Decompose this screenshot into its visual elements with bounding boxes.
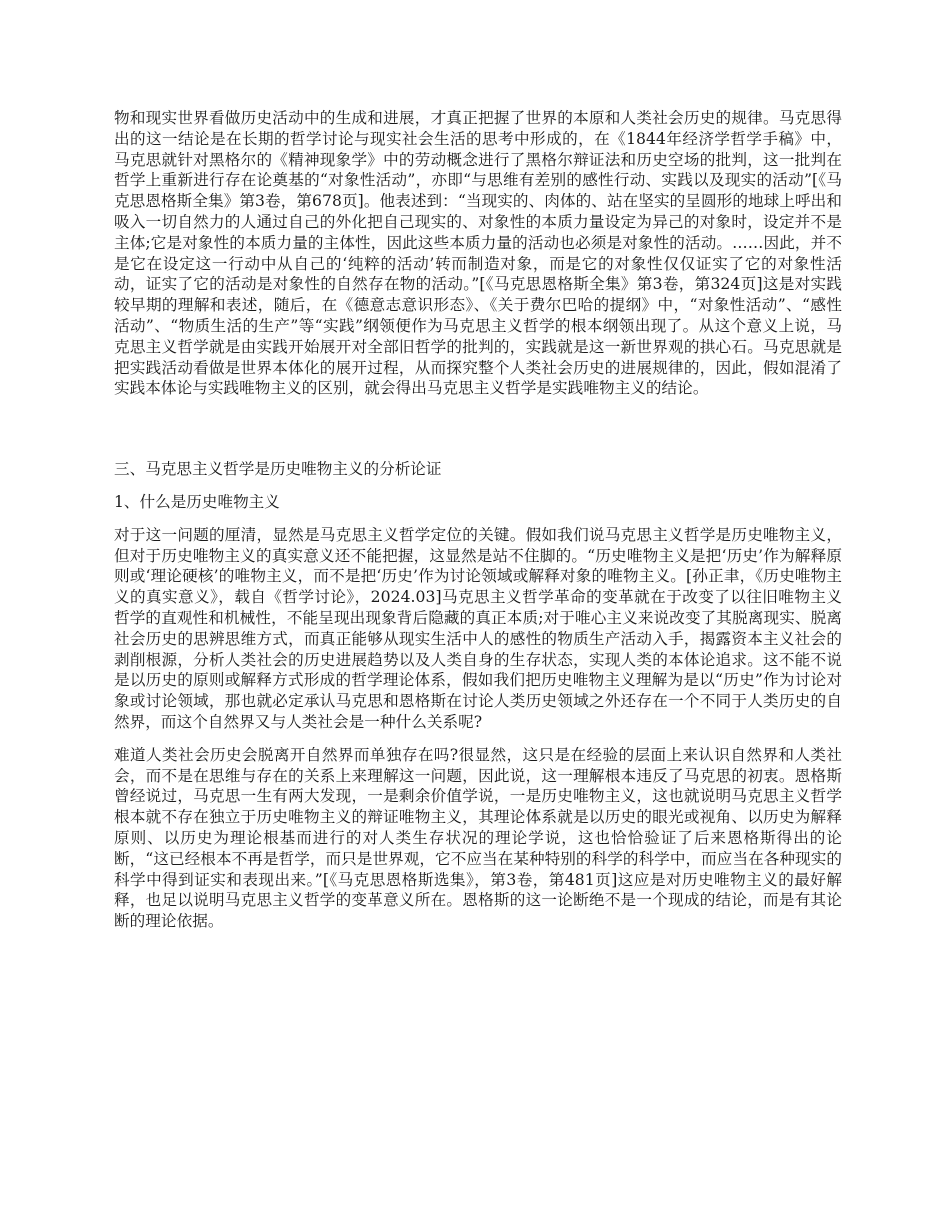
document-page: [114, 108, 842, 932]
subsection-heading: 1、什么是历史唯物主义: [114, 492, 280, 511]
body-paragraph-1: 物和现实世界看做历史活动中的生成和进展，才真正把握了世界的本原和人类社会历史的规律。马克思得出的这一结论是在长期的哲学讨论与现实社会生活的思考中形成的，在《1844年经济学哲学手稿》中，马克思就针对黑格尔的《精神现象学》中的劳动概念进行了黑格尔辩证法和历史空场的批判，这一批判在哲学上重新进行存在论奠基的“对象性活动”，亦即“与思维有差别的感性行动、实践以及现实的活动”[《马克思恩格斯全集》第3卷，第678页]。他表述到：“当现实的、肉体的、站在坚实的呈圆形的地球上呼出和吸入一切自然力的人通过自己的外化把自己现实的、对象性的本质力量设定为异己的对象时，设定并不是主体;它是对象性的本质力量的主体性，因此这些本质力量的活动也必须是对象性的活动。……因此，并不是它在设定这一行动中从自己的‘纯粹的活动’转而制造对象，而是它的对象性仅仅证实了它的对象性活动，证实了它的活动是对象性的自然存在物的活动。”[《马克思恩格斯全集》第3卷，第324页]这是对实践较早期的理解和表述，随后，在《德意志意识形态》、《关于费尔巴哈的提纲》中，“对象性活动”、“感性活动”、“物质生活的生产”等“实践”纲领便作为马克思主义哲学的根本纲领出现了。从这个意义上说，马克思主义哲学就是由实践开始展开对全部旧哲学的批判的，实践就是这一新世界观的拱心石。马克思就是把实践活动看做是世界本体化的展开过程，从而探究整个人类社会历史的进展规律的，因此，假如混淆了实践本体论与实践唯物主义的区别，就会得出马克思主义哲学是实践唯物主义的结论。: [114, 109, 842, 398]
section-heading: 三、马克思主义哲学是历史唯物主义的分析论证: [114, 460, 442, 479]
body-paragraph-3: 难道人类社会历史会脱离开自然界而单独存在吗?很显然，这只是在经验的层面上来认识自然界和人类社会，而不是在思维与存在的关系上来理解这一问题，因此说，这一理解根本违反了马克思的初衷。恩格斯曾经说过，马克思一生有两大发现，一是剩余价值学说，一是历史唯物主义，这也就说明马克思主义哲学根本就不存在独立于历史唯物主义的辩证唯物主义，其理论体系就是以历史的眼光或视角、以历史为解释原则、以历史为理论根基而进行的对人类生存状况的理论学说，这也恰恰验证了后来恩格斯得出的论断，“这已经根本不再是哲学，而只是世界观，它不应当在某种特别的科学的科学中，而应当在各种现实的科学中得到证实和表现出来。”[《马克思恩格斯选集》，第3卷，第481页]这应是对历史唯物主义的最好解释，也足以说明马克思主义哲学的变革意义所在。恩格斯的这一论断绝不是一个现成的结论，而是有其论断的理论依据。: [114, 745, 842, 931]
body-paragraph-2: 对于这一问题的厘清，显然是马克思主义哲学定位的关键。假如我们说马克思主义哲学是历史唯物主义，但对于历史唯物主义的真实意义还不能把握，这显然是站不住脚的。“历史唯物主义是把‘历史’作为解释原则或‘理论硬核’的唯物主义，而不是把‘历史’作为讨论领域或解释对象的唯物主义。[孙正聿，《历史唯物主义的真实意义》，载自《哲学讨论》，2024.03]马克思主义哲学革命的变革就在于改变了以往旧唯物主义哲学的直观性和机械性，不能呈现出现象背后隐藏的真正本质;对于唯心主义来说改变了其脱离现实、脱离社会历史的思辨思维方式，而真正能够从现实生活中人的感性的物质生产活动入手，揭露资本主义社会的剥削根源，分析人类社会的历史进展趋势以及人类自身的生存状态，实现人类的本体论追求。这不能不说是以历史的原则或解释方式形成的哲学理论体系，假如我们把历史唯物主义理解为是以“历史”作为讨论对象或讨论领域，那也就必定承认马克思和恩格斯在讨论人类历史领域之外还存在一个不同于人类历史的自然界，而这个自然界又与人类社会是一种什么关系呢?: [114, 525, 842, 731]
